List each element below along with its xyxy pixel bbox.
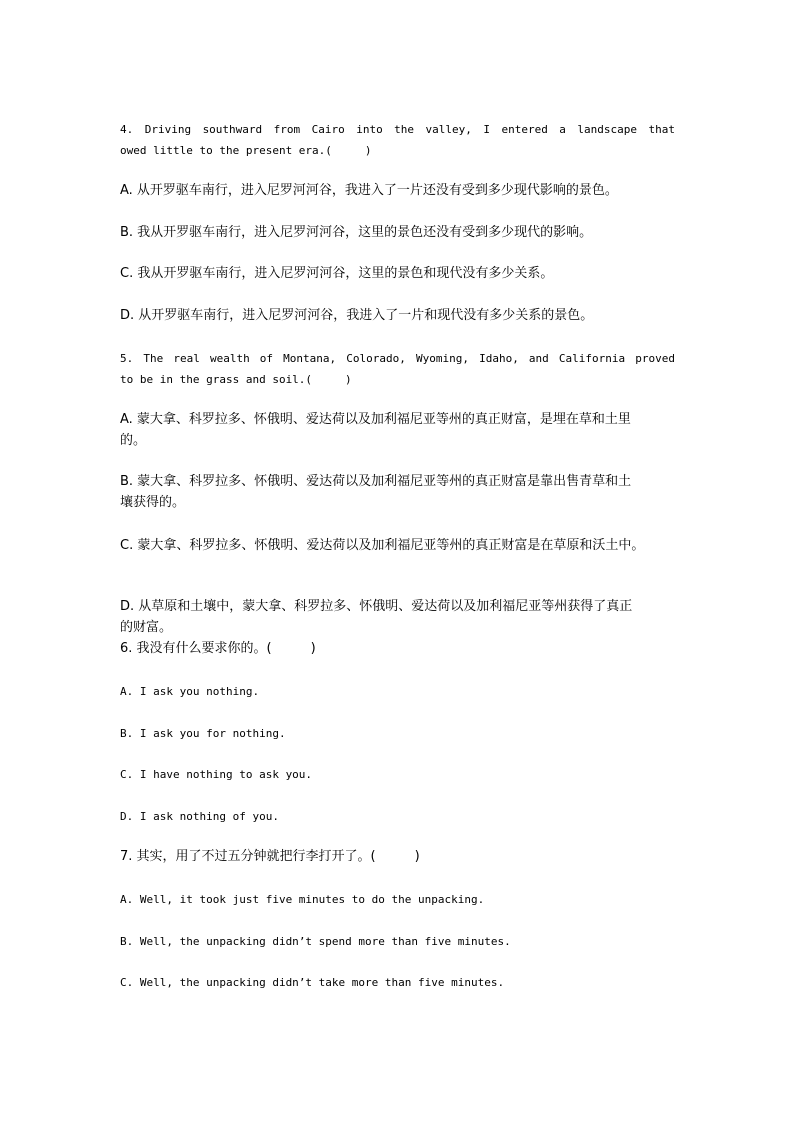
question-4-option-b: B. 我从开罗驱车南行，进入尼罗河河谷，这里的景色还没有受到多少现代的影响。 bbox=[120, 225, 593, 240]
question-6-option-d: D. I ask nothing of you. bbox=[120, 810, 279, 823]
question-7-option-c: C. Well, the unpacking didn’t take more than five minutes. bbox=[120, 976, 505, 989]
question-5-option-b-line-2: 壤获得的。 bbox=[120, 495, 186, 510]
question-4-option-d: D. 从开罗驱车南行，进入尼罗河河谷，我进入了一片和现代没有多少关系的景色。 bbox=[120, 308, 594, 323]
question-5-option-c: C. 蒙大拿、科罗拉多、怀俄明、爱达荷以及加利福尼亚等州的真正财富是在草原和沃土中。 bbox=[120, 538, 645, 553]
question-7-option-b: B. Well, the unpacking didn’t spend more than five minutes. bbox=[120, 935, 511, 948]
question-4-stem-line-1: 4. Driving southward from Cairo into the valley, I entered a landscape that bbox=[120, 123, 675, 136]
question-7-option-a: A. Well, it took just five minutes to do the unpacking. bbox=[120, 893, 485, 906]
question-5-option-a-line-2: 的。 bbox=[120, 433, 147, 448]
question-5-option-d-line-2: 的财富。 bbox=[120, 620, 173, 635]
question-5-stem-line-1: 5. The real wealth of Montana, Colorado, Wyoming, Idaho, and California proved bbox=[120, 352, 675, 365]
question-6-option-b: B. I ask you for nothing. bbox=[120, 727, 286, 740]
question-6-stem: 6. 我没有什么要求你的。( ) bbox=[120, 641, 316, 656]
question-6-option-a: A. I ask you nothing. bbox=[120, 685, 260, 698]
question-5-option-a-line-1: A. 蒙大拿、科罗拉多、怀俄明、爱达荷以及加利福尼亚等州的真正财富，是埋在草和土里 bbox=[120, 412, 631, 427]
question-4-option-c: C. 我从开罗驱车南行，进入尼罗河河谷，这里的景色和现代没有多少关系。 bbox=[120, 266, 554, 281]
question-5-option-d-line-1: D. 从草原和土壤中，蒙大拿、科罗拉多、怀俄明、爱达荷以及加利福尼亚等州获得了真正 bbox=[120, 599, 633, 614]
question-4-stem-line-2: owed little to the present era.( ) bbox=[120, 144, 372, 157]
question-6-option-c: C. I have nothing to ask you. bbox=[120, 768, 313, 781]
question-7-stem: 7. 其实，用了不过五分钟就把行李打开了。( ) bbox=[120, 849, 420, 864]
question-5-stem-line-2: to be in the grass and soil.( ) bbox=[120, 373, 352, 386]
question-5-option-b-line-1: B. 蒙大拿、科罗拉多、怀俄明、爱达荷以及加利福尼亚等州的真正财富是靠出售青草和土 bbox=[120, 474, 632, 489]
question-4-option-a: A. 从开罗驱车南行，进入尼罗河河谷，我进入了一片还没有受到多少现代影响的景色。 bbox=[120, 183, 618, 198]
